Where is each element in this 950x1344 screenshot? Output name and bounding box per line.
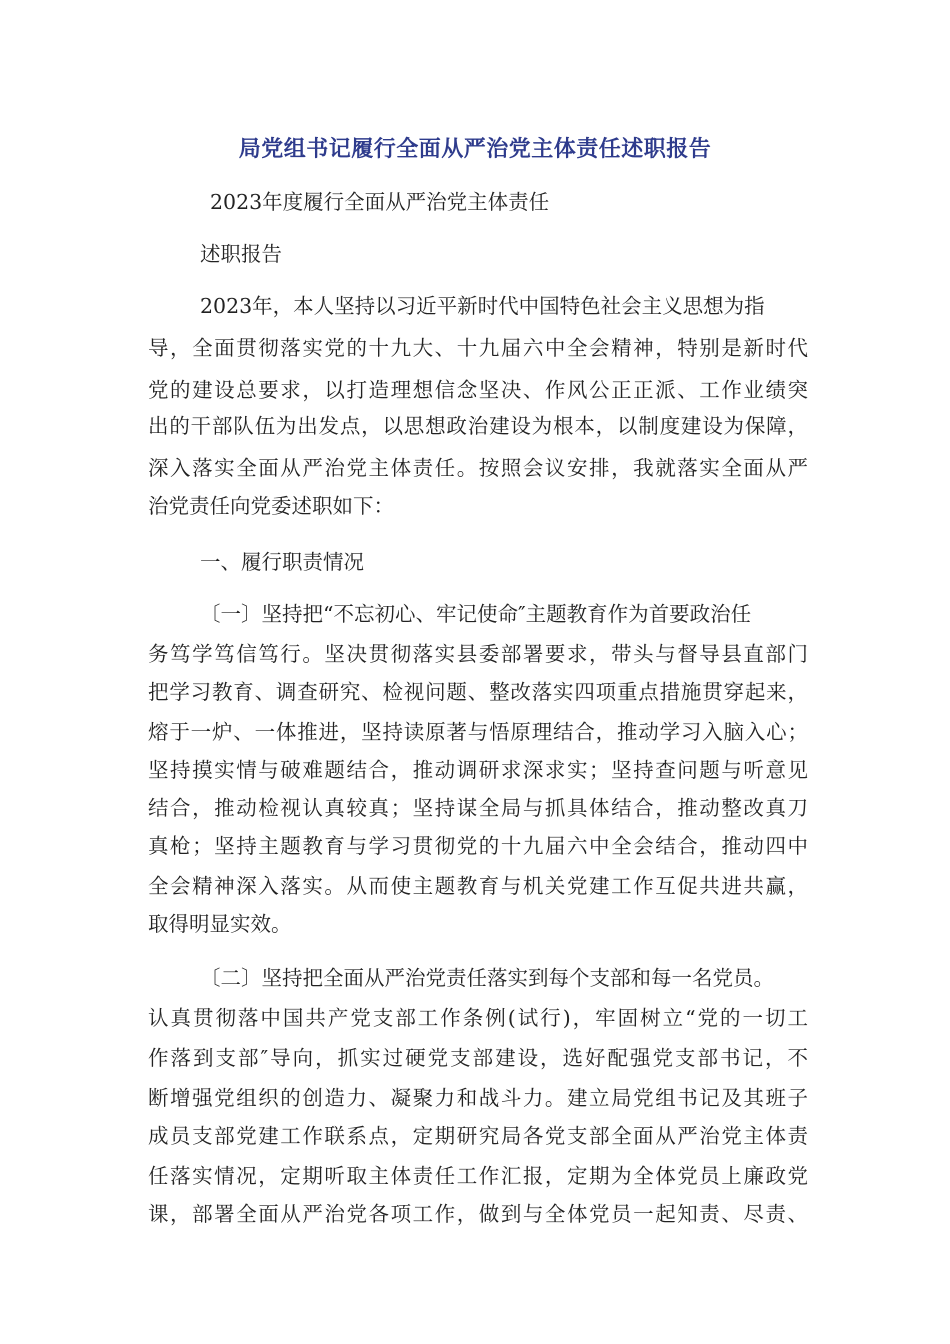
paragraph-1-line-2: 导，全面贯彻落实党的十九大、十九届六中全会精神，特别是新时代 <box>148 336 808 360</box>
paragraph-2-line-5: 坚持摸实情与破难题结合，推动调研求深求实；坚持查问题与听意见 <box>148 758 808 782</box>
paragraph-3-line-4: 断增强党组织的创造力、凝聚力和战斗力。建立局党组书记及其班子 <box>148 1086 808 1110</box>
paragraph-2-line-8: 全会精神深入落实。从而使主题教育与机关党建工作互促共进共赢， <box>148 874 808 898</box>
paragraph-1-line-4: 出的干部队伍为出发点，以思想政治建设为根本，以制度建设为保障， <box>148 414 808 438</box>
paragraph-2-line-2: 务笃学笃信笃行。坚决贯彻落实县委部署要求，带头与督导县直部门 <box>148 642 808 666</box>
paragraph-1-line-1: 2023年，本人坚持以习近平新时代中国特色社会主义思想为指 <box>200 294 765 318</box>
section-heading: 一、履行职责情况 <box>200 550 364 574</box>
paragraph-2-line-3: 把学习教育、调查研究、检视问题、整改落实四项重点措施贯穿起来， <box>148 680 808 704</box>
paragraph-3-line-3: 作落到支部″导向，抓实过硬党支部建设，选好配强党支部书记，不 <box>148 1046 808 1070</box>
subtitle-line-2: 述职报告 <box>200 242 282 266</box>
paragraph-3-line-7: 课，部署全面从严治党各项工作，做到与全体党员一起知责、尽责、 <box>148 1202 808 1226</box>
paragraph-1-line-6: 治党责任向党委述职如下： <box>148 494 394 518</box>
paragraph-1-line-5: 深入落实全面从严治党主体责任。按照会议安排，我就落实全面从严 <box>148 456 808 480</box>
paragraph-2-line-7: 真枪；坚持主题教育与学习贯彻党的十九届六中全会结合，推动四中 <box>148 834 808 858</box>
paragraph-2-line-6: 结合，推动检视认真较真；坚持谋全局与抓具体结合，推动整改真刀 <box>148 796 808 820</box>
paragraph-3-line-1: 〔二〕坚持把全面从严治党责任落实到每个支部和每一名党员。 <box>200 966 774 990</box>
document-title: 局党组书记履行全面从严治党主体责任述职报告 <box>238 137 712 162</box>
paragraph-2-line-4: 熔于一炉、一体推进，坚持读原著与悟原理结合，推动学习入脑入心； <box>148 720 808 744</box>
paragraph-2-line-1: 〔一〕坚持把“不忘初心、牢记使命″主题教育作为首要政治任 <box>200 602 752 626</box>
paragraph-1-line-3: 党的建设总要求，以打造理想信念坚决、作风公正正派、工作业绩突 <box>148 378 808 402</box>
paragraph-3-line-5: 成员支部党建工作联系点，定期研究局各党支部全面从严治党主体责 <box>148 1124 808 1148</box>
paragraph-2-line-9: 取得明显实效。 <box>148 912 292 936</box>
paragraph-3-line-2: 认真贯彻落中国共产党支部工作条例(试行)，牢固树立“党的一切工 <box>148 1006 808 1030</box>
paragraph-3-line-6: 任落实情况，定期听取主体责任工作汇报，定期为全体党员上廉政党 <box>148 1164 808 1188</box>
subtitle-line-1: 2023年度履行全面从严治党主体责任 <box>210 190 550 214</box>
